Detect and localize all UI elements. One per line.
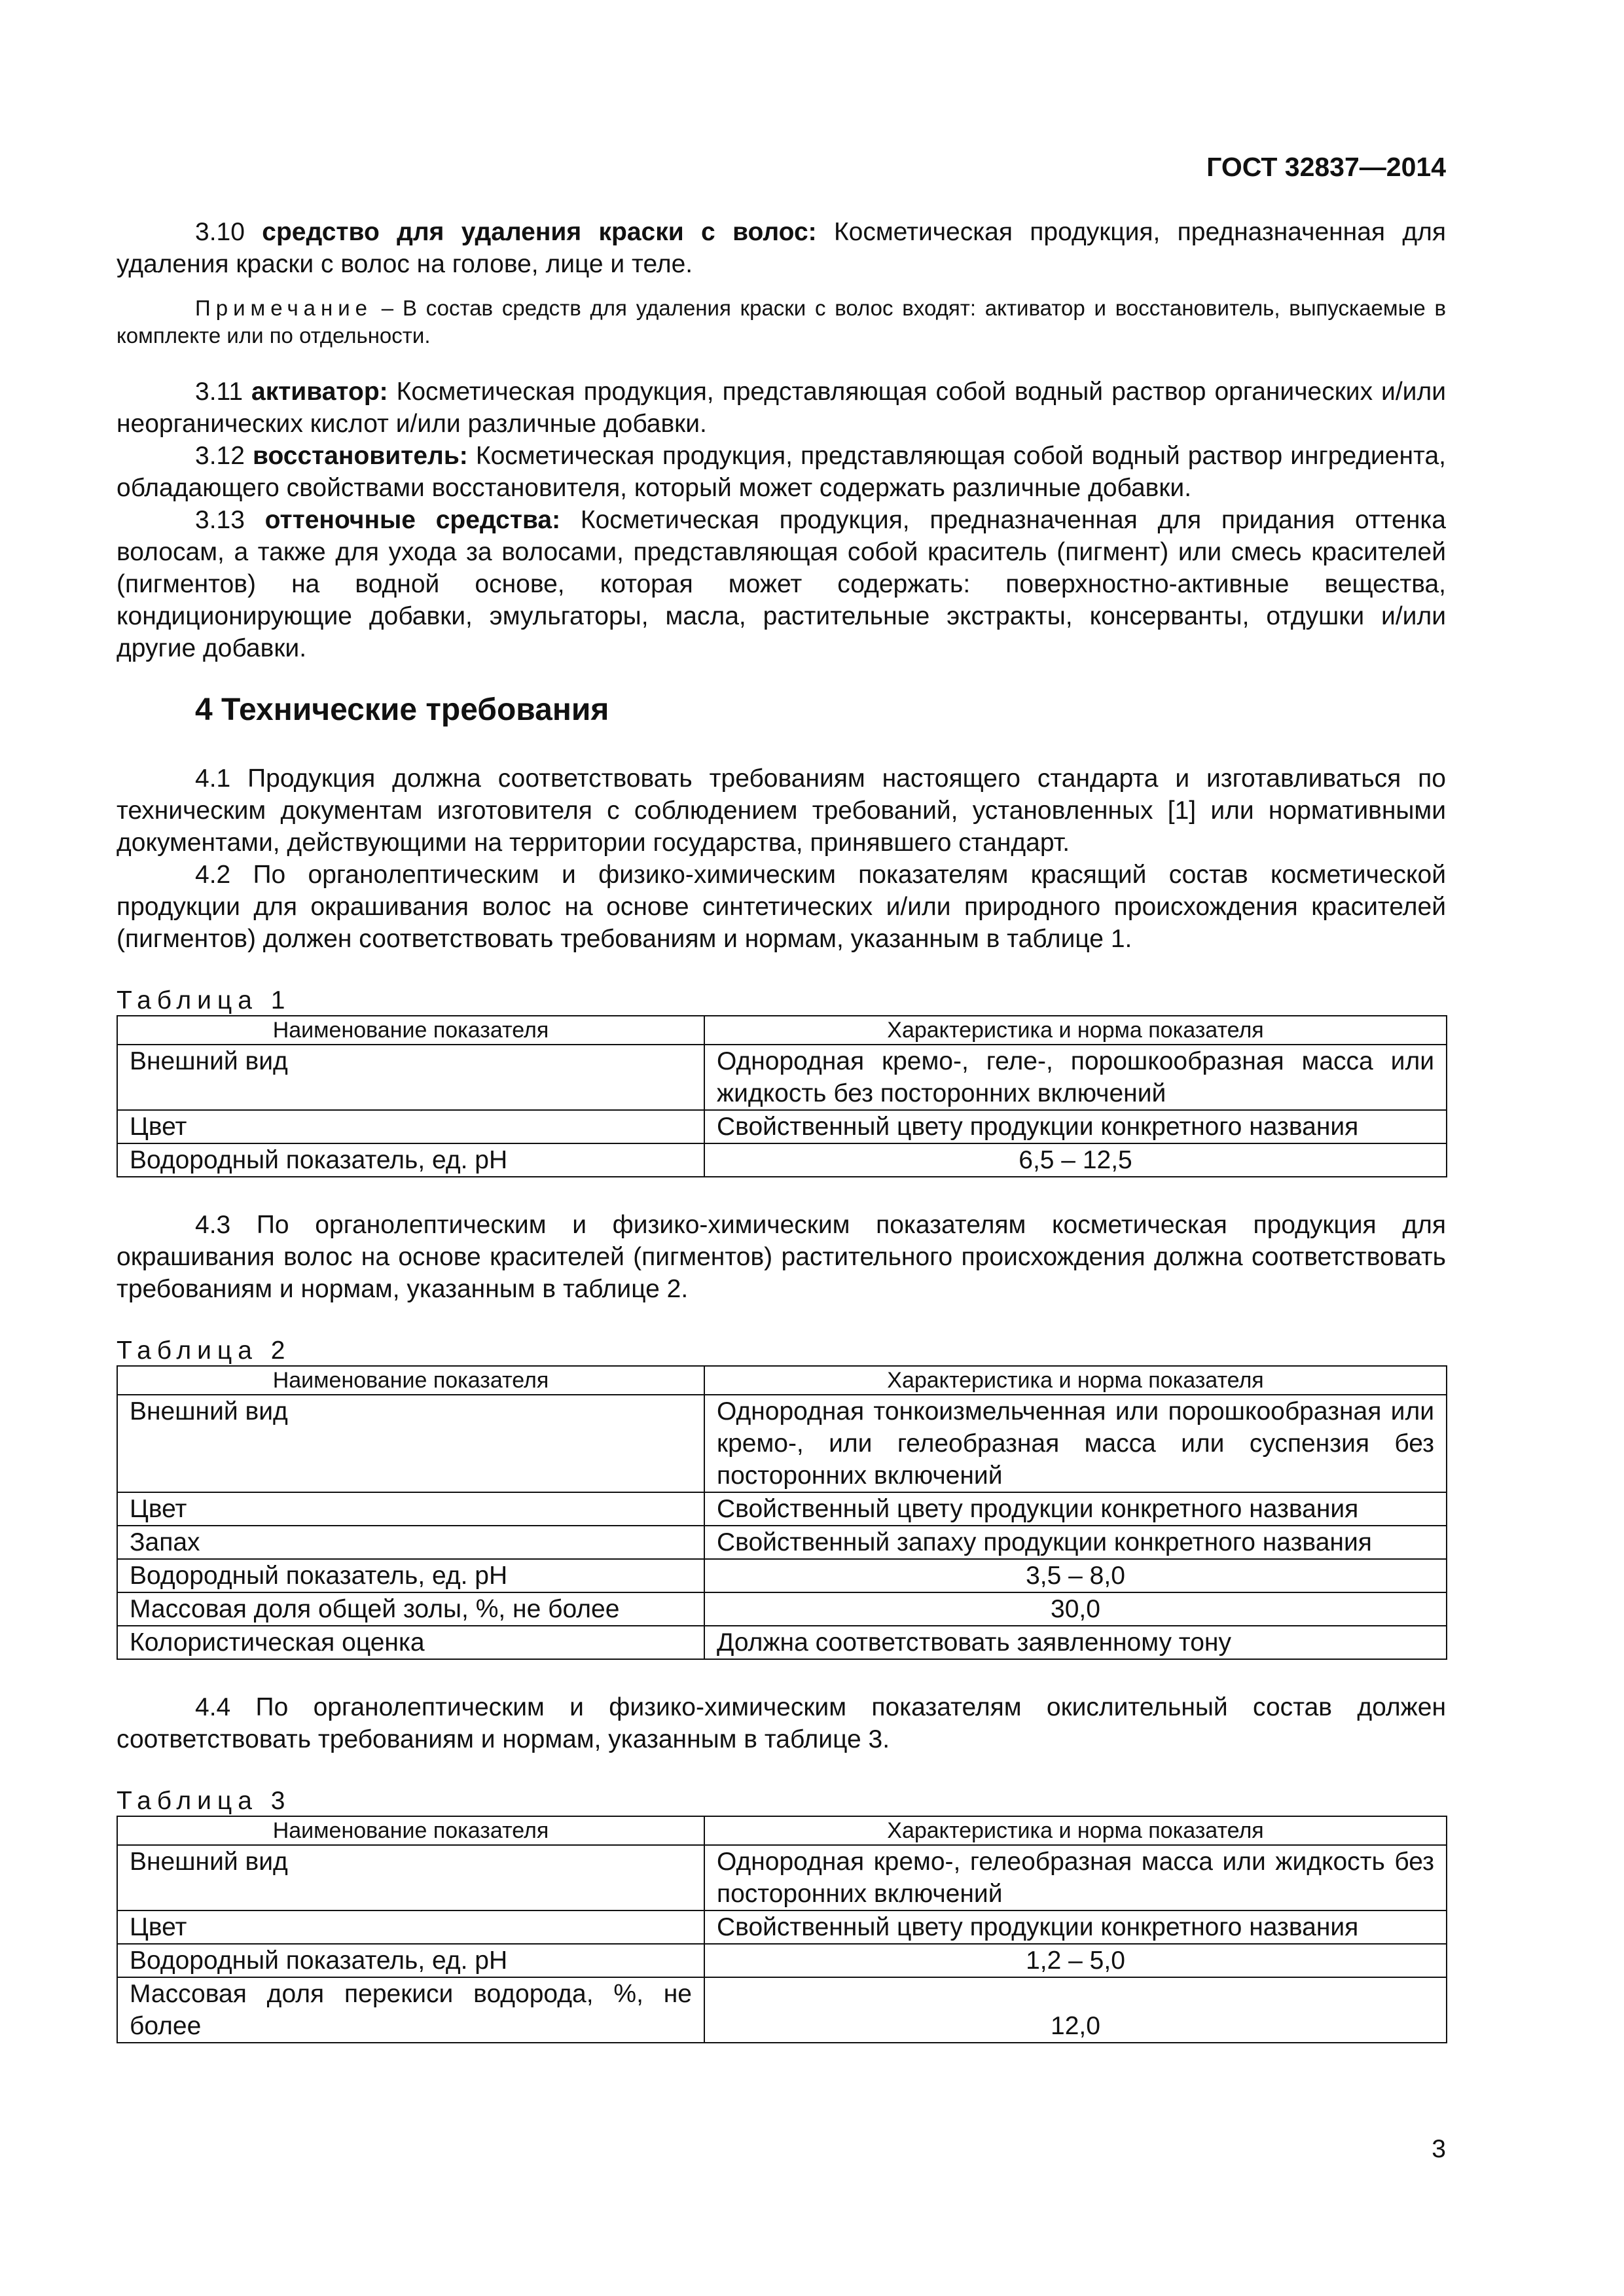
table-cell: Водородный показатель, ед. pH	[117, 1559, 704, 1592]
clause-number: 3.11	[195, 378, 251, 406]
table-header-row	[117, 1816, 1447, 1845]
clause-term: средство для удаления краски с волос:	[262, 218, 817, 246]
table-cell: Цвет	[117, 1110, 704, 1143]
document-id-header: ГОСТ 32837—2014	[1206, 152, 1446, 182]
table-row	[117, 1626, 1447, 1659]
table-3-caption: Таблица 3	[117, 1787, 291, 1815]
clause-text: Косметическая продукция, предназначенная для удаления краски с волос на голове, лице и теле.	[117, 218, 1446, 278]
spacer	[117, 955, 1446, 986]
table-header-row	[117, 1366, 1447, 1395]
clause-number: 3.12	[195, 442, 253, 470]
clause-3-11	[117, 376, 1446, 440]
clause-3-13	[117, 504, 1446, 664]
clause-text: Косметическая продукция, предназначенная для придания оттенка волосам, а также для ухода за волосами, представляющая собой краситель (пигмент) или смесь красителей (пигментов) на водной основе, которая может содержать: поверхностно-активные вещества, кондиционирующие добавки, эмульгаторы, масла, растительные экстракты, консерванты, отдушки и/или другие добавки.	[117, 506, 1447, 662]
table-cell: Цвет	[117, 1492, 704, 1526]
note-text: – В состав средств для удаления краски с волос входят: активатор и восстановитель, выпускаемые в комплекте или по отдельности.	[117, 296, 1446, 348]
table-cell: Массовая доля перекиси водорода, %, не более	[117, 1977, 704, 2043]
table-row	[117, 1110, 1447, 1143]
table-cell: 1,2 – 5,0	[704, 1944, 1447, 1977]
table-cell: 30,0	[704, 1592, 1447, 1626]
table-cell: Внешний вид	[117, 1395, 704, 1492]
section-heading: 4 Технические требования	[195, 692, 609, 727]
note-paragraph	[117, 295, 1446, 350]
clause-4-3: 4.3 По органолептическим и физико-химическим показателям косметическая продукция для окрашивания волос на основе красителей (пигментов) растительного происхождения должна соответствовать требованиям и нормам, указанным в таблице 2.	[117, 1211, 1446, 1303]
table-row	[117, 1395, 1447, 1492]
spacer	[117, 1305, 1446, 1336]
column-header: Характеристика и норма показателя	[704, 1366, 1447, 1395]
document-body	[117, 216, 1446, 2075]
table-cell: Свойственный цвету продукции конкретного названия	[704, 1110, 1447, 1143]
table-cell: Внешний вид	[117, 1845, 704, 1910]
table-row	[117, 1045, 1447, 1110]
table-1-caption: Таблица 1	[117, 986, 291, 1014]
clause-text: Косметическая продукция, представляющая собой водный раствор ингредиента, обладающего свойствами восстановителя, который может содержать различные добавки.	[117, 442, 1446, 502]
table-cell: 3,5 – 8,0	[704, 1559, 1447, 1592]
column-header: Наименование показателя	[117, 1816, 704, 1845]
clause-term: оттеночные средства:	[264, 506, 561, 534]
table-cell: Должна соответствовать заявленному тону	[704, 1626, 1447, 1659]
column-header: Наименование показателя	[117, 1016, 704, 1045]
table-row	[117, 1845, 1447, 1910]
column-header: Характеристика и норма показателя	[704, 1816, 1447, 1845]
table-row	[117, 1592, 1447, 1626]
clause-term: активатор:	[251, 378, 388, 406]
table-row	[117, 1944, 1447, 1977]
table-cell: Водородный показатель, ед. pH	[117, 1944, 704, 1977]
clause-number: 3.10	[195, 218, 262, 246]
table-row	[117, 1977, 1447, 2043]
table-cell: Внешний вид	[117, 1045, 704, 1110]
table-cell: Свойственный цвету продукции конкретного названия	[704, 1492, 1447, 1526]
table-row	[117, 1492, 1447, 1526]
table-2-caption: Таблица 2	[117, 1336, 291, 1365]
column-header: Характеристика и норма показателя	[704, 1016, 1447, 1045]
table-3	[117, 1816, 1447, 2043]
clause-3-12	[117, 440, 1446, 504]
document-page	[117, 0, 1446, 2296]
clause-text: Косметическая продукция, представляющая собой водный раствор органических и/или неорганических кислот и/или различные добавки.	[117, 378, 1446, 438]
table-cell: Цвет	[117, 1910, 704, 1944]
column-header: Наименование показателя	[117, 1366, 704, 1395]
note-label: Примечание	[195, 296, 373, 320]
table-cell: Запах	[117, 1526, 704, 1559]
table-cell: Колористическая оценка	[117, 1626, 704, 1659]
table-cell: Однородная кремо-, геле-, порошкообразная масса или жидкость без посторонних включений	[704, 1045, 1447, 1110]
table-row	[117, 1910, 1447, 1944]
table-cell: 6,5 – 12,5	[704, 1143, 1447, 1177]
table-cell: Свойственный запаху продукции конкретного названия	[704, 1526, 1447, 1559]
spacer	[117, 1755, 1446, 1787]
table-cell: Свойственный цвету продукции конкретного названия	[704, 1910, 1447, 1944]
table-1	[117, 1015, 1447, 1177]
table-row	[117, 1526, 1447, 1559]
clause-term: восстановитель:	[252, 442, 468, 470]
clause-3-10	[117, 216, 1446, 280]
table-cell: Однородная тонкоизмельченная или порошкообразная или кремо-, или гелеобразная масса или суспензия без посторонних включений	[704, 1395, 1447, 1492]
clause-4-4: 4.4 По органолептическим и физико-химическим показателям окислительный состав должен соответствовать требованиям и нормам, указанным в таблице 3.	[117, 1693, 1446, 1753]
table-cell: Однородная кремо-, гелеобразная масса или жидкость без посторонних включений	[704, 1845, 1447, 1910]
table-2	[117, 1365, 1447, 1660]
table-row	[117, 1559, 1447, 1592]
table-header-row	[117, 1016, 1447, 1045]
page-number: 3	[1432, 2135, 1446, 2163]
clause-4-2: 4.2 По органолептическим и физико-химическим показателям красящий состав косметической продукции для окрашивания волос на основе синтетических и/или природного происхождения красителей (пигментов) должен соответствовать требованиям и нормам, указанным в таблице 1.	[117, 861, 1446, 953]
table-cell: 12,0	[704, 1977, 1447, 2043]
clause-number: 3.13	[195, 506, 265, 534]
table-row	[117, 1143, 1447, 1177]
table-cell: Водородный показатель, ед. pH	[117, 1143, 704, 1177]
clause-4-1: 4.1 Продукция должна соответствовать требованиям настоящего стандарта и изготавливаться по техническим документам изготовителя с соблюдением требований, установленных [1] или нормативными документами, действующими на территории государства, принявшего стандарт.	[117, 764, 1446, 857]
table-cell: Массовая доля общей золы, %, не более	[117, 1592, 704, 1626]
